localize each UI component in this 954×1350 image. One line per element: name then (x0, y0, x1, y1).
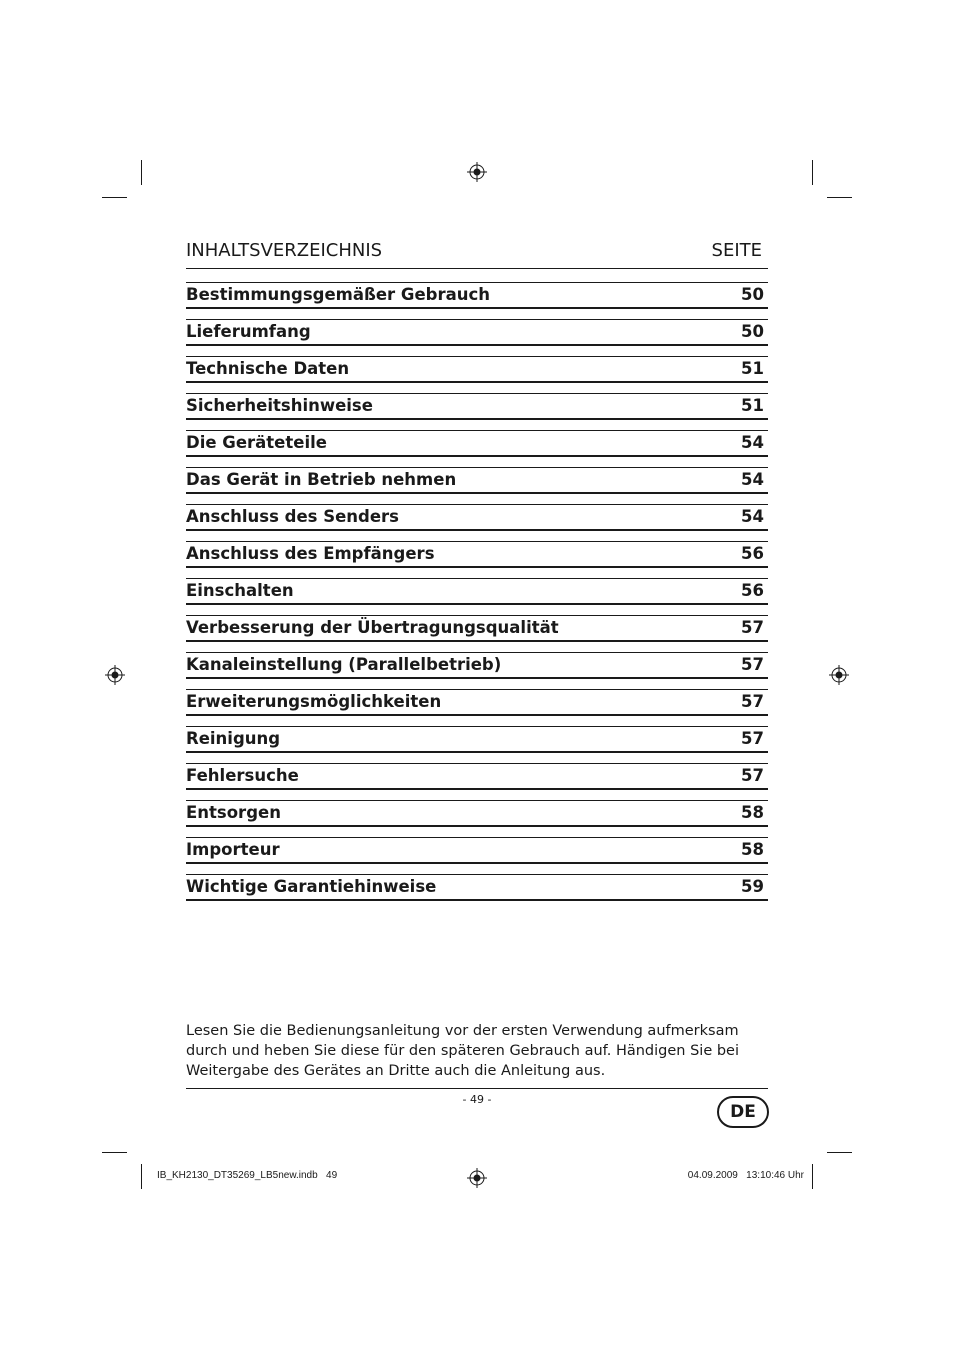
toc-entry-title: Fehlersuche (186, 766, 299, 785)
language-badge: DE (717, 1096, 769, 1128)
crop-mark (812, 1164, 813, 1189)
reading-note: Lesen Sie die Bedienungsanleitung vor der ersten Verwendung aufmerksam durch und heben Sie diese für den späteren Gebrauch auf. Händigen Sie bei Weitergabe des Gerätes an Dritte auch die Anleitung aus. (186, 1023, 740, 1079)
divider (186, 1088, 768, 1089)
toc-entry[interactable] (186, 800, 768, 827)
crop-mark (141, 1164, 142, 1189)
crop-mark (827, 1152, 852, 1153)
registration-mark-icon (467, 1168, 487, 1188)
toc-entry-title: Verbesserung der Übertragungsqualität (186, 618, 559, 637)
toc-entry[interactable] (186, 504, 768, 531)
toc-entry[interactable] (186, 430, 768, 457)
toc-entry-title: Wichtige Garantiehinweise (186, 877, 437, 896)
registration-mark-icon (829, 665, 849, 685)
toc-entry-page: 50 (741, 285, 764, 304)
toc-entry[interactable] (186, 541, 768, 568)
toc-header (186, 236, 768, 269)
toc-entry[interactable] (186, 763, 768, 790)
toc-entry-page: 57 (741, 729, 764, 748)
toc-entry-title: Entsorgen (186, 803, 281, 822)
toc-entry-page: 50 (741, 322, 764, 341)
toc-entry-page: 59 (741, 877, 764, 896)
toc-list (186, 282, 768, 911)
print-timestamp: 04.09.2009 13:10:46 Uhr (687, 1170, 804, 1181)
toc-entry[interactable] (186, 689, 768, 716)
crop-mark (812, 160, 813, 185)
toc-entry-title: Erweiterungsmöglichkeiten (186, 692, 442, 711)
toc-entry-title: Lieferumfang (186, 322, 311, 341)
toc-entry[interactable] (186, 652, 768, 679)
toc-entry-title: Kanaleinstellung (Parallelbetrieb) (186, 655, 502, 674)
toc-title: INHALTSVERZEICHNIS (186, 240, 383, 261)
toc-entry-page: 58 (741, 840, 764, 859)
toc-entry-title: Bestimmungsgemäßer Gebrauch (186, 285, 491, 304)
toc-entry-page: 51 (741, 359, 764, 378)
toc-entry-title: Importeur (186, 840, 280, 859)
toc-entry[interactable] (186, 615, 768, 642)
toc-entry[interactable] (186, 393, 768, 420)
file-slug: IB_KH2130_DT35269_LB5new.indb 49 (157, 1170, 338, 1181)
toc-entry-page: 56 (741, 544, 764, 563)
crop-mark (102, 1152, 127, 1153)
toc-entry-title: Die Geräteteile (186, 433, 327, 452)
toc-entry[interactable] (186, 837, 768, 864)
toc-page-column-label: SEITE (711, 240, 762, 261)
toc-entry-title: Reinigung (186, 729, 281, 748)
toc-entry[interactable] (186, 467, 768, 494)
registration-mark-icon (105, 665, 125, 685)
toc-entry-page: 57 (741, 766, 764, 785)
toc-entry-page: 57 (741, 655, 764, 674)
toc-entry-page: 54 (741, 433, 764, 452)
toc-entry[interactable] (186, 726, 768, 753)
toc-entry-page: 56 (741, 581, 764, 600)
registration-mark-icon (467, 162, 487, 182)
toc-entry-title: Das Gerät in Betrieb nehmen (186, 470, 457, 489)
page-number: - 49 - (462, 1093, 492, 1106)
toc-entry[interactable] (186, 874, 768, 901)
toc-entry-title: Technische Daten (186, 359, 350, 378)
toc-entry[interactable] (186, 319, 768, 346)
toc-entry[interactable] (186, 356, 768, 383)
toc-entry-page: 54 (741, 507, 764, 526)
toc-entry-page: 57 (741, 692, 764, 711)
toc-entry-page: 51 (741, 396, 764, 415)
toc-entry-page: 57 (741, 618, 764, 637)
toc-entry[interactable] (186, 282, 768, 309)
toc-entry-page: 58 (741, 803, 764, 822)
toc-entry-page: 54 (741, 470, 764, 489)
toc-entry-title: Einschalten (186, 581, 294, 600)
toc-entry-title: Anschluss des Senders (186, 507, 400, 526)
crop-mark (141, 160, 142, 185)
toc-entry-title: Sicherheitshinweise (186, 396, 373, 415)
toc-entry-title: Anschluss des Empfängers (186, 544, 435, 563)
toc-entry[interactable] (186, 578, 768, 605)
crop-mark (102, 197, 127, 198)
crop-mark (827, 197, 852, 198)
